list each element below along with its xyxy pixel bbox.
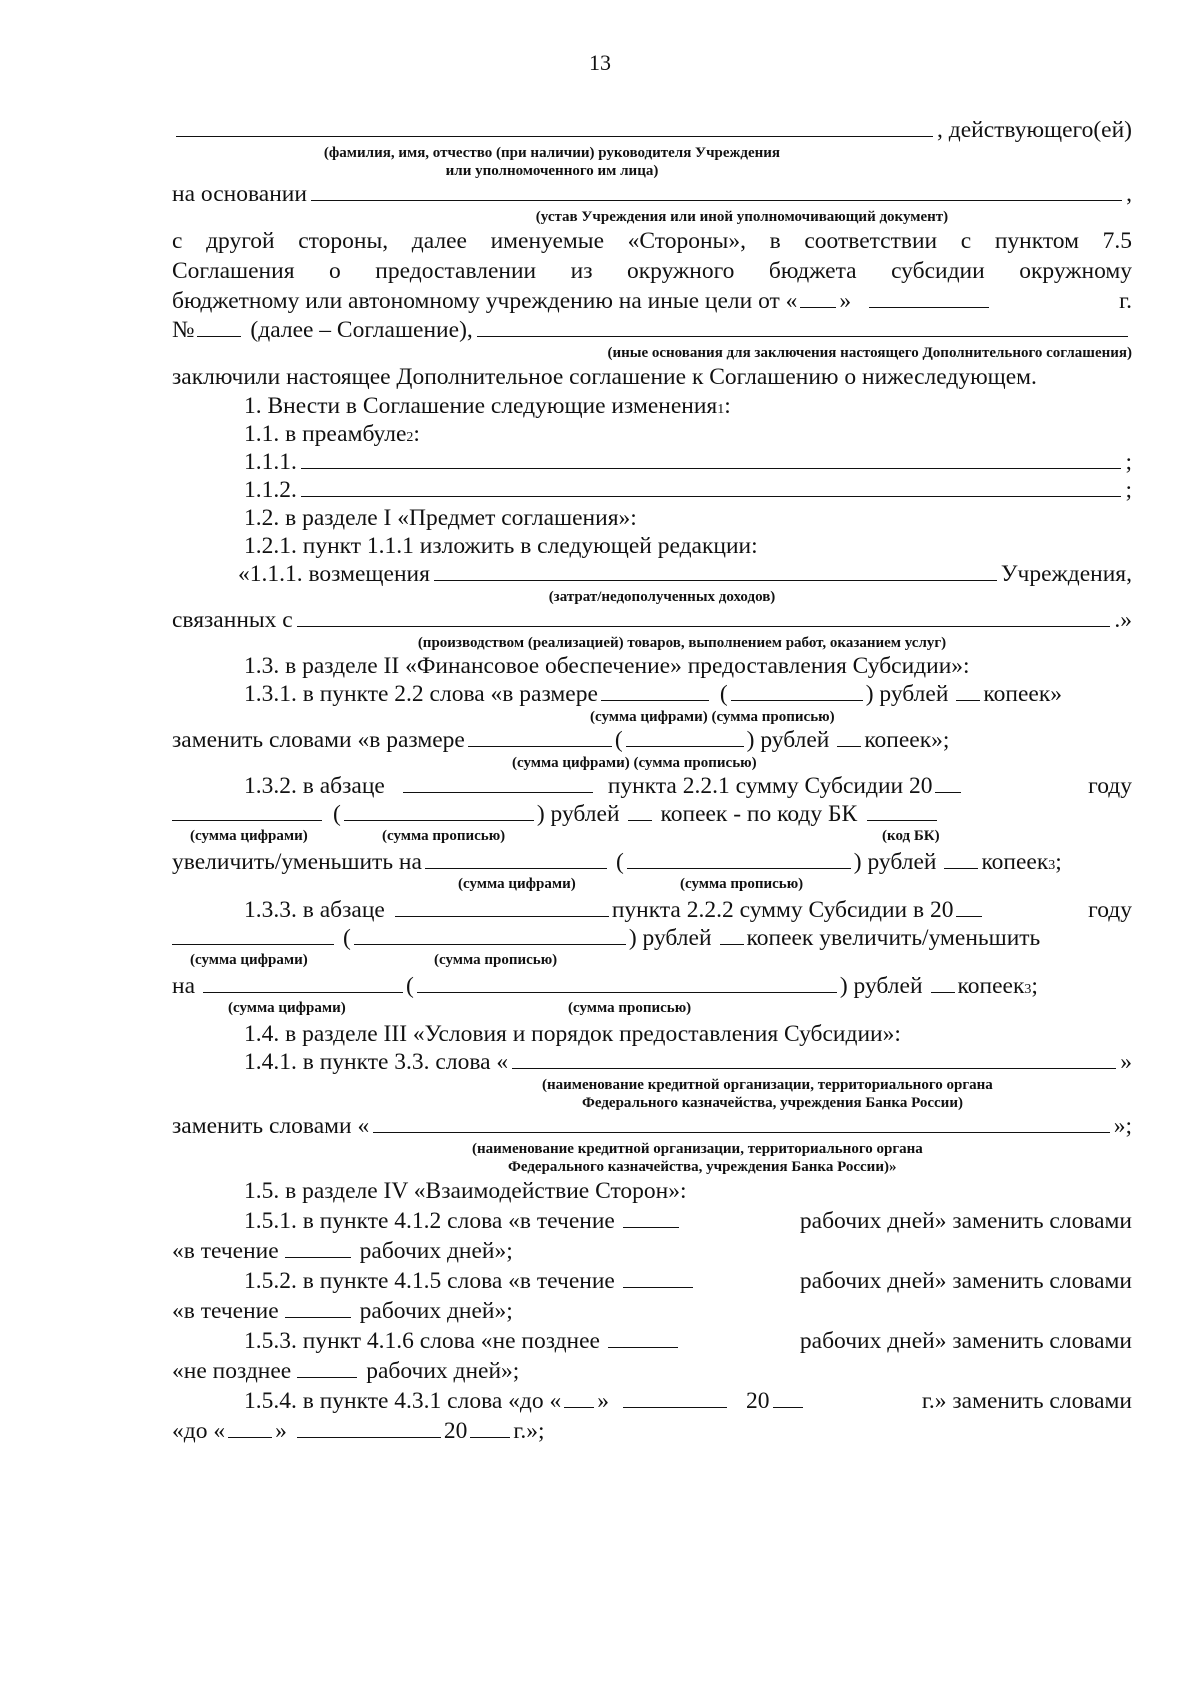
blank-related-activity[interactable] bbox=[297, 606, 1111, 627]
blank-budget-code[interactable] bbox=[867, 800, 937, 821]
text: 1.1. в преамбуле bbox=[244, 421, 407, 447]
section-1-3-3-b bbox=[172, 924, 1132, 952]
blank-kopecks-new[interactable] bbox=[837, 726, 861, 747]
notes-1-3-2-c bbox=[172, 876, 1132, 896]
section-1-5-4 bbox=[172, 1386, 1132, 1416]
blank-day-new[interactable] bbox=[228, 1417, 272, 1438]
section-1-5-4-b bbox=[172, 1416, 1132, 1446]
blank-sum-digits[interactable] bbox=[425, 848, 607, 869]
text: ) рублей bbox=[536, 801, 620, 827]
note: (сумма прописью) bbox=[434, 952, 558, 968]
text: г.» заменить словами bbox=[921, 1388, 1132, 1414]
text: » bbox=[597, 1388, 610, 1414]
text: рабочих дней»; bbox=[359, 1298, 513, 1324]
blank-month-old[interactable] bbox=[623, 1387, 727, 1408]
section-1-2 bbox=[172, 504, 1132, 532]
text: г.»; bbox=[513, 1418, 545, 1444]
blank-month-year[interactable] bbox=[869, 287, 989, 308]
blank-kopecks[interactable] bbox=[956, 680, 980, 701]
text: 1.2.1. пункт 1.1.1 изложить в следующей редакции: bbox=[244, 533, 758, 559]
text: увеличить/уменьшить на bbox=[172, 849, 422, 875]
text: рабочих дней»; bbox=[366, 1358, 520, 1384]
text: 1.5.2. в пункте 4.1.5 слова «в течение bbox=[244, 1268, 615, 1294]
note: (сумма прописью) bbox=[382, 828, 506, 844]
notes-1-3-3 bbox=[172, 952, 1132, 972]
blank-sum-words[interactable] bbox=[354, 924, 626, 945]
note-sum: (сумма цифрами) (сумма прописью) bbox=[590, 709, 835, 725]
text: «не позднее bbox=[172, 1358, 292, 1384]
text: 20 bbox=[443, 1418, 468, 1444]
text: ( bbox=[333, 801, 341, 827]
note-signatory: (фамилия, имя, отчество (при наличии) руководителя Учреждения bbox=[323, 145, 781, 161]
blank-kopecks[interactable] bbox=[628, 800, 652, 821]
text: ( bbox=[719, 681, 728, 707]
blank-expenses-type[interactable] bbox=[434, 560, 997, 581]
paragraph-line bbox=[172, 286, 1132, 316]
note: (сумма прописью) bbox=[568, 1000, 692, 1016]
text: копеек - по коду БК bbox=[660, 801, 858, 827]
note: (сумма цифрами) bbox=[190, 952, 308, 968]
text: бюджетному или автономному учреждению на иные цели от « bbox=[172, 288, 798, 314]
blank-sum-words-new[interactable] bbox=[626, 726, 744, 747]
paragraph-line: Соглашения о предоставлении из окружного бюджета субсидии окружному bbox=[172, 258, 1132, 284]
blank-paragraph[interactable] bbox=[403, 772, 593, 793]
text: заменить словами « bbox=[172, 1113, 370, 1139]
text: связанных с bbox=[172, 607, 293, 633]
note: (сумма прописью) bbox=[680, 876, 804, 892]
blank-kopecks[interactable] bbox=[944, 848, 978, 869]
notes-1-3-2 bbox=[172, 828, 1132, 848]
blank-sum-digits-new[interactable] bbox=[468, 726, 612, 747]
text: рабочих дней» заменить словами bbox=[799, 1268, 1132, 1294]
section-1-3-2 bbox=[172, 772, 1132, 800]
text: 1.5.4. в пункте 4.3.1 слова «до « bbox=[244, 1388, 562, 1414]
section-1-5-3 bbox=[172, 1326, 1132, 1356]
text: ; bbox=[1125, 477, 1132, 503]
blank-days-new[interactable] bbox=[285, 1297, 351, 1318]
agreement-number-line bbox=[172, 316, 1132, 344]
text: копеек»; bbox=[864, 727, 950, 753]
text: 20 bbox=[746, 1388, 770, 1414]
text: .» bbox=[1114, 607, 1132, 633]
blank-days-old[interactable] bbox=[608, 1327, 678, 1348]
text: 1.3.3. в абзаце bbox=[244, 897, 385, 923]
text: ( bbox=[614, 727, 623, 753]
signatory-line bbox=[172, 116, 1132, 144]
blank-sum-words[interactable] bbox=[417, 972, 837, 993]
text: «до « bbox=[172, 1418, 226, 1444]
blank-year-new[interactable] bbox=[470, 1417, 510, 1438]
blank-bank-old[interactable] bbox=[512, 1048, 1116, 1069]
section-1-2-1 bbox=[172, 532, 1132, 560]
text: ; bbox=[1031, 973, 1038, 999]
paragraph-line bbox=[172, 362, 1132, 392]
section-1-3-2-b bbox=[172, 800, 1132, 828]
text: 1.2. в разделе I «Предмет соглашения»: bbox=[244, 505, 637, 531]
note: (код БК) bbox=[882, 828, 940, 844]
text: 1.4.1. в пункте 3.3. слова « bbox=[244, 1049, 509, 1075]
blank-sum-digits[interactable] bbox=[172, 924, 334, 945]
blank-days-old[interactable] bbox=[623, 1267, 693, 1288]
note-bank-old: (наименование кредитной организации, территориального органа bbox=[542, 1077, 993, 1093]
note-signatory-2: или уполномоченного им лица) bbox=[445, 163, 659, 179]
text: » bbox=[839, 288, 852, 314]
text: ) рублей bbox=[853, 849, 937, 875]
text: заключили настоящее Дополнительное соглашение к Соглашению о нижеследующем. bbox=[172, 364, 1037, 390]
blank-kopecks[interactable] bbox=[931, 972, 955, 993]
blank-basis-document[interactable] bbox=[311, 180, 1122, 201]
blank-days-new[interactable] bbox=[285, 1237, 351, 1258]
text: на bbox=[172, 973, 196, 999]
notes-1-3-3-c bbox=[172, 1000, 1132, 1020]
text: , действующего(ей) bbox=[937, 117, 1132, 143]
blank-kopecks[interactable] bbox=[720, 924, 744, 945]
section-1-5-1-b bbox=[172, 1236, 1132, 1266]
blank-other-grounds[interactable] bbox=[477, 316, 1128, 337]
blank-sum-words[interactable] bbox=[627, 848, 851, 869]
blank-days-old[interactable] bbox=[623, 1207, 679, 1228]
blank-paragraph[interactable] bbox=[395, 896, 609, 917]
text: году bbox=[1088, 773, 1132, 799]
text: 1. Внести в Соглашение следующие изменения bbox=[244, 393, 718, 419]
text: заменить словами «в размере bbox=[172, 727, 465, 753]
blank-1-1-1[interactable] bbox=[301, 448, 1122, 469]
blank-month-new[interactable] bbox=[297, 1417, 441, 1438]
section-1-5-3-b bbox=[172, 1356, 1132, 1386]
text: «в течение bbox=[172, 1238, 279, 1264]
clause-1-1-1 bbox=[172, 560, 1132, 588]
text: копеек bbox=[957, 973, 1025, 999]
section-1-3-3-c: на ( ) рублей копеек 3 ; bbox=[172, 973, 1038, 999]
text: № bbox=[172, 317, 195, 343]
text: ( bbox=[615, 849, 624, 875]
text: 1.3.1. в пункте 2.2 слова «в размере bbox=[244, 681, 598, 707]
note-related-activity: (производством (реализацией) товаров, выполнением работ, оказанием услуг) bbox=[417, 635, 947, 651]
text: пункта 2.2.2 сумму Субсидии в 20 bbox=[611, 897, 954, 923]
section-1-3-2-c: увеличить/уменьшить на ( ) рублей копеек 3 ; bbox=[172, 849, 1062, 875]
blank-signatory-name[interactable] bbox=[176, 116, 933, 137]
text: ; bbox=[1055, 849, 1062, 875]
text: ( bbox=[406, 973, 414, 999]
text: ) рублей bbox=[628, 925, 712, 951]
section-1-5-2-b bbox=[172, 1296, 1132, 1326]
blank-sum-digits[interactable] bbox=[601, 680, 709, 701]
text: »; bbox=[1113, 1113, 1132, 1139]
note-basis: (устав Учреждения или иной уполномочивающий документ) bbox=[535, 209, 949, 225]
blank-bank-new[interactable] bbox=[373, 1112, 1109, 1133]
text: (далее – Соглашение), bbox=[250, 317, 473, 343]
section-1-5-1 bbox=[172, 1206, 1132, 1236]
section-1-3-3 bbox=[172, 896, 1132, 924]
text: » bbox=[275, 1418, 287, 1444]
note-expenses-type: (затрат/недополученных доходов) bbox=[548, 589, 776, 605]
text: » bbox=[1120, 1049, 1132, 1075]
blank-day-old[interactable] bbox=[564, 1387, 594, 1408]
text: ) рублей bbox=[839, 973, 923, 999]
text: 1.1.1. bbox=[244, 449, 297, 475]
text: ( bbox=[343, 925, 351, 951]
text: году bbox=[1088, 897, 1132, 923]
section-1-1-2 bbox=[172, 476, 1132, 504]
text: , bbox=[1126, 181, 1132, 207]
note-bank-new: (наименование кредитной организации, территориального органа bbox=[472, 1141, 923, 1157]
blank-days-new[interactable] bbox=[297, 1357, 357, 1378]
note: (сумма цифрами) bbox=[458, 876, 576, 892]
text: 1.3. в разделе II «Финансовое обеспечение» предоставления Субсидии»: bbox=[244, 653, 970, 679]
blank-year-old[interactable] bbox=[773, 1387, 803, 1408]
clause-1-1-1-b bbox=[172, 606, 1132, 634]
text: копеек увеличить/уменьшить bbox=[746, 925, 1041, 951]
note-other-grounds: (иные основания для заключения настоящего Дополнительного соглашения) bbox=[607, 345, 1132, 361]
note-bank-new-2: Федерального казначейства, учреждения Банка России)» bbox=[508, 1159, 897, 1175]
basis-line bbox=[172, 180, 1132, 208]
section-1-4-1-b bbox=[172, 1112, 1132, 1140]
text: на основании bbox=[172, 181, 307, 207]
section-1-3-1-b bbox=[172, 726, 1132, 754]
section-1-4-1 bbox=[172, 1048, 1132, 1076]
note: (сумма цифрами) bbox=[190, 828, 308, 844]
text: : bbox=[413, 421, 420, 447]
note-bank-old-2: Федерального казначейства, учреждения Банка России) bbox=[582, 1095, 963, 1111]
text: пункта 2.2.1 сумму Субсидии 20 bbox=[607, 773, 933, 799]
section-1-1-1 bbox=[172, 448, 1132, 476]
section-1-3-1 bbox=[172, 680, 1132, 708]
text: 1.4. в разделе III «Условия и порядок предоставления Субсидии»: bbox=[244, 1021, 901, 1047]
blank-sum-digits[interactable] bbox=[172, 800, 322, 821]
text: 1.5.3. пункт 4.1.6 слова «не позднее bbox=[244, 1328, 600, 1354]
blank-1-1-2[interactable] bbox=[301, 476, 1122, 497]
text: «1.1.1. возмещения bbox=[238, 561, 430, 587]
section-1: 1. Внести в Соглашение следующие изменения 1 : bbox=[244, 393, 731, 419]
text: копеек» bbox=[983, 681, 1062, 707]
blank-sum-words[interactable] bbox=[344, 800, 534, 821]
page-number: 13 bbox=[589, 50, 611, 75]
text: ) рублей bbox=[746, 727, 830, 753]
text: : bbox=[724, 393, 731, 419]
blank-year[interactable] bbox=[956, 896, 982, 917]
section-1-4 bbox=[172, 1020, 1132, 1048]
text: 1.1.2. bbox=[244, 477, 297, 503]
text: 1.5.1. в пункте 4.1.2 слова «в течение bbox=[244, 1208, 615, 1234]
text: 1.3.2. в абзаце bbox=[244, 773, 385, 799]
section-1-1: 1.1. в преамбуле 2 : bbox=[244, 421, 420, 447]
document-body bbox=[172, 116, 1132, 1446]
text: ) рублей bbox=[865, 681, 949, 707]
section-1-5-2 bbox=[172, 1266, 1132, 1296]
blank-day[interactable] bbox=[800, 287, 836, 308]
blank-agreement-number[interactable] bbox=[197, 316, 241, 337]
text: Учреждения, bbox=[1000, 561, 1132, 587]
blank-sum-digits[interactable] bbox=[203, 972, 403, 993]
note: (сумма цифрами) bbox=[228, 1000, 346, 1016]
text: рабочих дней»; bbox=[359, 1238, 513, 1264]
text: г. bbox=[1119, 288, 1132, 314]
text: ; bbox=[1125, 449, 1132, 475]
blank-sum-words[interactable] bbox=[731, 680, 863, 701]
text: рабочих дней» заменить словами bbox=[799, 1208, 1132, 1234]
note-sum-new: (сумма цифрами) (сумма прописью) bbox=[512, 755, 757, 771]
section-1-3 bbox=[172, 652, 1132, 680]
text: 1.5. в разделе IV «Взаимодействие Сторон»: bbox=[244, 1178, 687, 1204]
text: «в течение bbox=[172, 1298, 279, 1324]
text: рабочих дней» заменить словами bbox=[799, 1328, 1132, 1354]
section-1-5 bbox=[172, 1176, 1132, 1206]
blank-year[interactable] bbox=[935, 772, 961, 793]
paragraph-line: с другой стороны, далее именуемые «Стороны», в соответствии с пунктом 7.5 bbox=[172, 228, 1132, 254]
text: копеек bbox=[981, 849, 1049, 875]
